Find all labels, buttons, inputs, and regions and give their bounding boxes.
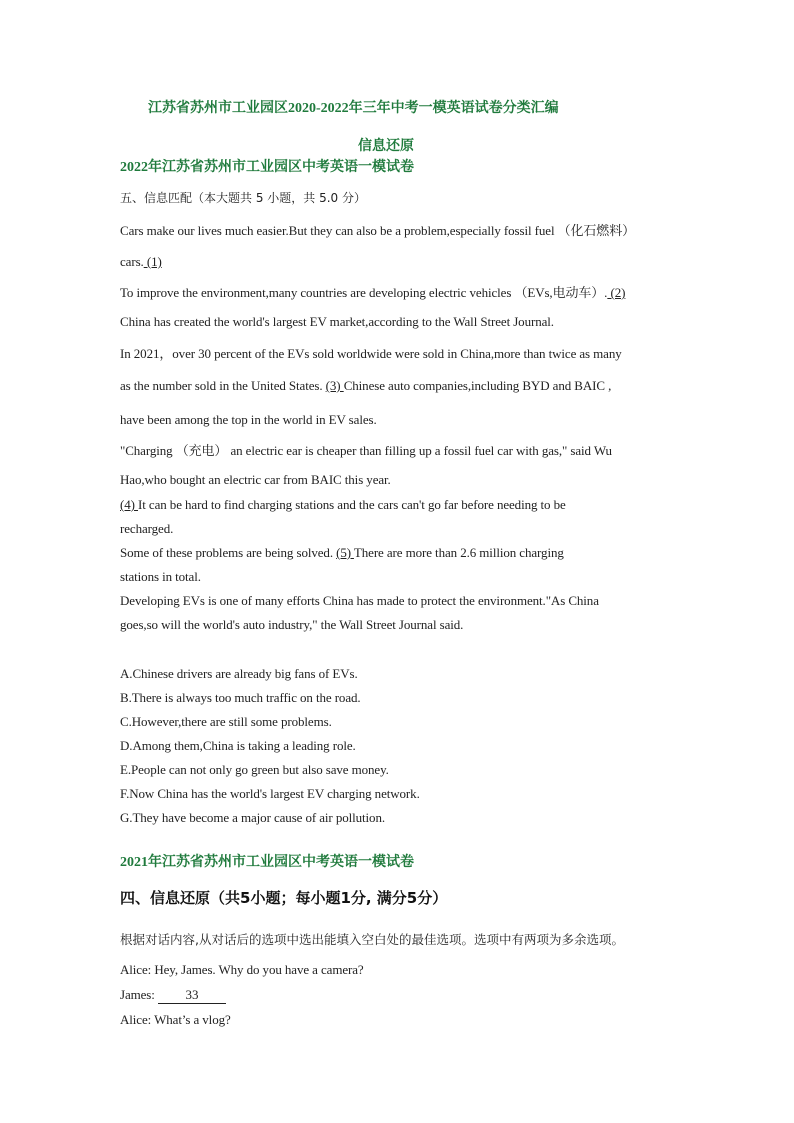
passage-text: goes,so will the world's auto industry," the Wall Street Journal said. <box>120 617 464 632</box>
dialogue-line <box>120 987 226 1004</box>
option-item: E.People can not only go green but also save money. <box>120 762 389 777</box>
passage-text: cars. <box>120 254 144 269</box>
passage-text: Some of these problems are being solved. <box>120 545 337 560</box>
passage-text: Hao,who bought an electric car from BAIC this year. <box>120 472 391 487</box>
section-2022-part-title: 五、信息匹配（本大题共 5 小题，共 5.0 分） <box>120 191 366 205</box>
option-item: D.Among them,China is taking a leading role. <box>120 738 356 753</box>
answer-blank[interactable]: (1) <box>143 254 162 269</box>
passage-text: stations in total. <box>120 569 201 584</box>
passage-line <box>120 497 566 513</box>
section-2022-heading: 2022年江苏省苏州市工业园区中考英语一模试卷 <box>120 160 414 175</box>
document-title: 江苏省苏州市工业园区2020-2022年三年中考一模英语试卷分类汇编 <box>148 101 559 116</box>
passage-text: as the number sold in the United States. <box>120 378 326 393</box>
document-subtitle: 信息还原 <box>358 139 414 154</box>
section-2021-part-title: 四、信息还原（共5小题；每小题1分, 满分5分） <box>120 889 448 907</box>
dialogue-line <box>120 1012 231 1028</box>
passage-line <box>120 220 635 239</box>
passage-line <box>120 440 612 459</box>
passage-text: Developing EVs is one of many efforts China has made to protect the environment."As China <box>120 593 599 608</box>
passage-line <box>120 412 377 428</box>
passage-line <box>120 254 162 270</box>
passage-text: Cars make our lives much easier.But they can also be a problem,especially fossil fuel （化石燃料） <box>120 223 636 238</box>
passage-line <box>120 314 554 330</box>
passage-line <box>120 569 201 585</box>
dialogue-text: Hey, James. Why do you have a camera? <box>151 962 364 977</box>
passage-text: Chinese auto companies,including BYD and BAIC , <box>343 378 612 393</box>
dialogue-text: What’s a vlog? <box>151 1012 231 1027</box>
passage-line <box>120 378 611 394</box>
dialogue-speaker: Alice: <box>120 962 152 977</box>
option-item: F.Now China has the world's largest EV charging network. <box>120 786 420 801</box>
passage-line <box>120 521 173 537</box>
answer-blank[interactable]: (3) <box>325 378 344 393</box>
passage-text: "Charging （充电） an electric ear is cheaper than filling up a fossil fuel car with gas," said Wu <box>120 443 612 458</box>
option-item: C.However,there are still some problems. <box>120 714 332 729</box>
passage-line <box>120 545 564 561</box>
answer-blank[interactable]: (4) <box>120 497 139 512</box>
passage-line <box>120 617 463 633</box>
passage-text: To improve the environment,many countries are developing electric vehicles （EVs,电动车）. <box>120 285 608 300</box>
section-2021-instruction: 根据对话内容,从对话后的选项中选出能填入空白处的最佳选项。选项中有两项为多余选项。 <box>120 932 624 947</box>
passage-text: It can be hard to find charging stations and the cars can't go far before needing to be <box>138 497 566 512</box>
passage-text: In 2021，over 30 percent of the EVs sold worldwide were sold in China,more than twice as many <box>120 346 622 361</box>
passage-text: China has created the world's largest EV market,according to the Wall Street Journal. <box>120 314 554 329</box>
answer-blank[interactable]: 33 <box>158 987 226 1004</box>
option-item: G.They have become a major cause of air pollution. <box>120 810 386 825</box>
answer-blank[interactable]: (2) <box>607 285 626 300</box>
passage-text: have been among the top in the world in EV sales. <box>120 412 377 427</box>
passage-text: recharged. <box>120 521 174 536</box>
passage-line <box>120 472 391 488</box>
passage-line <box>120 343 622 362</box>
section-2021-heading: 2021年江苏省苏州市工业园区中考英语一模试卷 <box>120 855 414 870</box>
passage-text: There are more than 2.6 million charging <box>353 545 564 560</box>
answer-blank[interactable]: (5) <box>336 545 354 560</box>
dialogue-speaker: James: <box>120 987 155 1002</box>
option-item: A.Chinese drivers are already big fans of EVs. <box>120 666 358 681</box>
option-item: B.There is always too much traffic on the road. <box>120 690 361 705</box>
dialogue-speaker: Alice: <box>120 1012 152 1027</box>
passage-line <box>120 282 625 301</box>
dialogue-line <box>120 962 364 978</box>
passage-line <box>120 593 599 609</box>
